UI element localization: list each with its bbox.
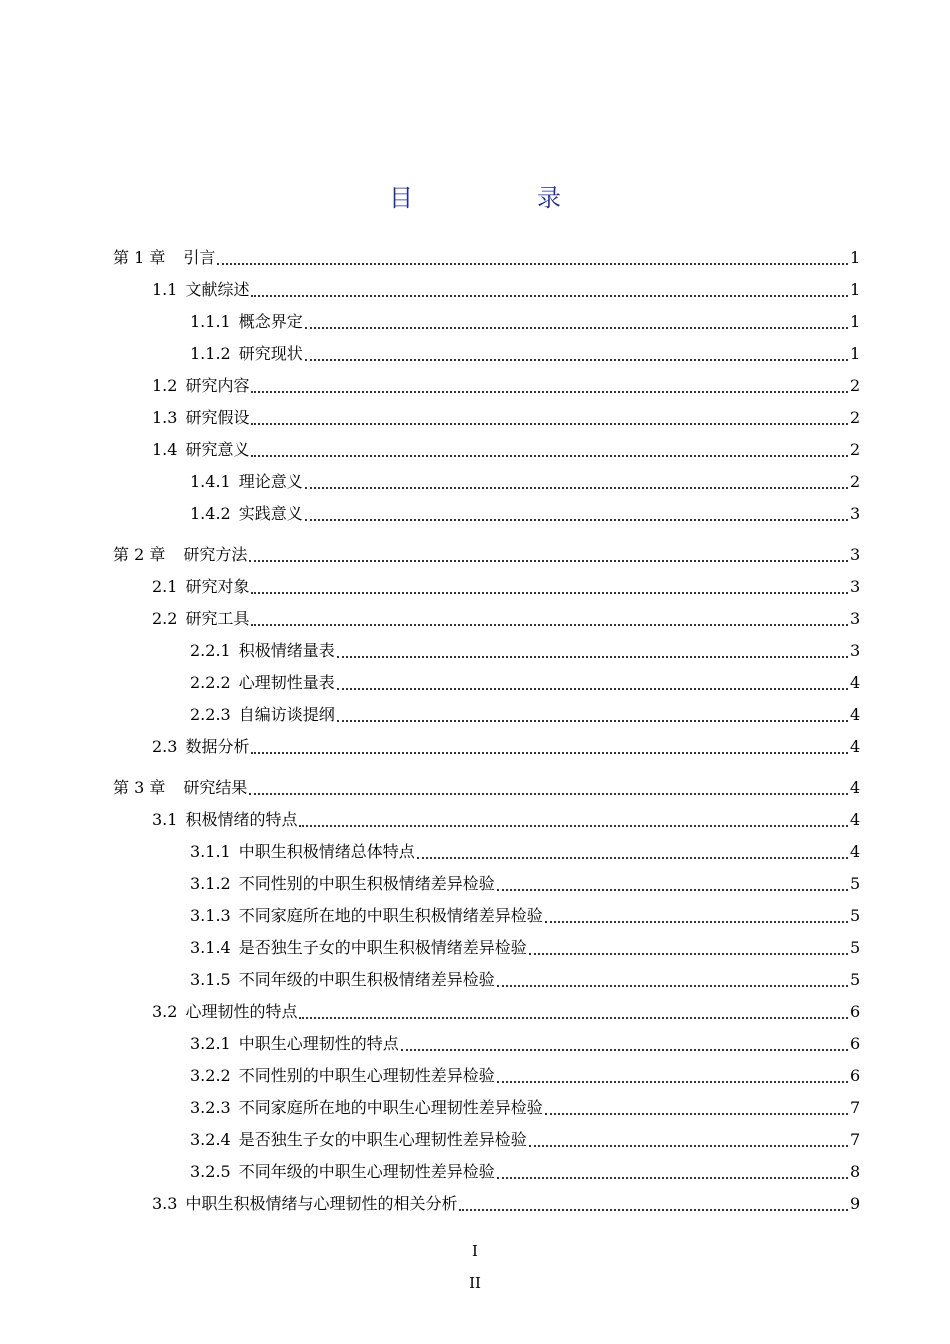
page-number-footer: I [472,1242,478,1260]
toc-entry-number: 3.2.5 [190,1162,231,1181]
toc-entry[interactable] [152,603,860,635]
toc-entry[interactable] [152,804,860,836]
toc-entry-page: 8 [850,1162,861,1181]
toc-leader-dots [497,1059,848,1083]
toc-entry[interactable] [190,667,860,699]
toc-entry-page: 2 [850,376,861,395]
toc-entry-page: 3 [850,641,861,660]
toc-leader-dots [459,1187,848,1211]
toc-leader-dots [337,698,848,722]
toc-entry-label: 心理韧性的特点 [185,1002,298,1021]
page-number-footer-secondary: II [469,1274,481,1292]
toc-leader-dots [251,570,848,594]
toc-entry-number: 3.2.3 [190,1098,231,1117]
toc-entry-number: 3.2 [152,1002,178,1021]
toc-entry[interactable] [190,498,860,530]
toc-entry-number: 3.1.4 [190,938,231,957]
toc-entry[interactable] [190,932,860,964]
toc-entry[interactable] [152,370,860,402]
toc-entry-label: 不同年级的中职生心理韧性差异检验 [238,1162,495,1181]
toc-entry-number: 第 1 章 [113,248,166,267]
toc-entry-page: 5 [850,906,861,925]
toc-entry-number: 1.1.1 [190,312,231,331]
toc-entry[interactable] [152,571,860,603]
toc-entry[interactable] [190,306,860,338]
toc-entry-page: 2 [850,440,861,459]
toc-entry-label: 中职生积极情绪与心理韧性的相关分析 [185,1194,458,1213]
toc-entry-label: 积极情绪的特点 [185,810,298,829]
toc-entry-label: 研究意义 [185,440,250,459]
toc-entry-number: 1.4 [152,440,178,459]
toc-entry-number: 3.2.1 [190,1034,231,1053]
toc-entry-number: 1.2 [152,376,178,395]
toc-entry-page: 4 [850,842,861,861]
toc-entry-page: 6 [850,1002,861,1021]
toc-entry[interactable] [190,1028,860,1060]
toc-entry[interactable] [190,1092,860,1124]
toc-entry-number: 3.1.3 [190,906,231,925]
toc-entry-page: 3 [850,577,861,596]
toc-entry-label: 自编访谈提纲 [238,705,335,724]
toc-leader-dots [251,273,848,297]
toc-entry[interactable] [152,731,860,763]
toc-entry-number: 3.2.2 [190,1066,231,1085]
toc-entry-number: 1.4.1 [190,472,231,491]
toc-leader-dots [251,433,848,457]
toc-leader-dots [299,995,848,1019]
toc-entry-label: 是否独生子女的中职生心理韧性差异检验 [238,1130,527,1149]
toc-entry-label: 文献综述 [185,280,250,299]
toc-entry[interactable] [113,242,860,274]
toc-entry[interactable] [113,772,860,804]
toc-entry[interactable] [190,1156,860,1188]
toc-entry-page: 2 [850,472,861,491]
toc-entry-page: 5 [850,970,861,989]
toc-entry-number: 2.2.1 [190,641,231,660]
toc-entry-label: 数据分析 [185,737,250,756]
toc-entry[interactable] [190,635,860,667]
toc-entry-page: 5 [850,874,861,893]
toc-entry-label: 研究现状 [238,344,303,363]
toc-entry-page: 4 [850,810,861,829]
toc-entry-number: 3.1 [152,810,178,829]
toc-entry-label: 实践意义 [238,504,303,523]
toc-entry-page: 3 [850,545,861,564]
toc-entry-page: 7 [850,1098,861,1117]
toc-entry-label: 引言 [183,248,216,267]
toc-entry[interactable] [190,1124,860,1156]
toc-entry-page: 1 [850,280,861,299]
toc-entry-label: 是否独生子女的中职生积极情绪差异检验 [238,938,527,957]
toc-leader-dots [249,771,848,795]
toc-leader-dots [529,1123,848,1147]
toc-entry[interactable] [152,434,860,466]
toc-entry-page: 3 [850,609,861,628]
toc-leader-dots [305,337,848,361]
toc-entry-label: 研究结果 [183,778,248,797]
toc-entry-label: 研究内容 [185,376,250,395]
toc-leader-dots [545,1091,848,1115]
toc-leader-dots [545,899,848,923]
toc-leader-dots [305,465,848,489]
toc-entry-page: 5 [850,938,861,957]
toc-entry[interactable] [190,964,860,996]
toc-entry-label: 中职生心理韧性的特点 [238,1034,399,1053]
toc-leader-dots [497,1155,848,1179]
toc-entry-page: 3 [850,504,861,523]
toc-entry-page: 4 [850,737,861,756]
toc-entry[interactable] [152,1188,860,1220]
toc-entry-page: 2 [850,408,861,427]
toc-entry-number: 2.3 [152,737,178,756]
toc-entry-page: 1 [850,344,861,363]
toc-entry[interactable] [190,836,860,868]
toc-entry[interactable] [190,699,860,731]
toc-leader-dots [251,602,848,626]
toc-entry-number: 2.2.3 [190,705,231,724]
toc-leader-dots [497,867,848,891]
toc-entry-page: 9 [850,1194,861,1213]
toc-leader-dots [337,634,848,658]
toc-leader-dots [305,305,848,329]
toc-entry-label: 研究工具 [185,609,250,628]
toc-entry-label: 研究对象 [185,577,250,596]
toc-entry-label: 积极情绪量表 [238,641,335,660]
toc-entry-page: 6 [850,1066,861,1085]
toc-leader-dots [401,1027,848,1051]
toc-leader-dots [299,803,848,827]
toc-entry-number: 3.1.1 [190,842,231,861]
toc-entry-number: 2.1 [152,577,178,596]
toc-entry-number: 第 2 章 [113,545,166,564]
toc-entry-label: 不同家庭所在地的中职生积极情绪差异检验 [238,906,543,925]
toc-entry-number: 3.2.4 [190,1130,231,1149]
toc-entry[interactable] [190,338,860,370]
toc-entry-page: 6 [850,1034,861,1053]
toc-entry-label: 不同性别的中职生心理韧性差异检验 [238,1066,495,1085]
toc-leader-dots [251,730,848,754]
toc-entry-page: 1 [850,248,861,267]
toc-entry-label: 研究方法 [183,545,248,564]
toc-entry-number: 2.2 [152,609,178,628]
toc-entry-number: 3.1.5 [190,970,231,989]
toc-leader-dots [305,497,848,521]
toc-leader-dots [249,538,848,562]
toc-entry-number: 3.1.2 [190,874,231,893]
toc-entry[interactable] [152,996,860,1028]
toc-leader-dots [251,369,848,393]
toc-entry[interactable] [152,274,860,306]
toc-entry-page: 7 [850,1130,861,1149]
toc-entry-label: 研究假设 [185,408,250,427]
toc-entry-number: 1.4.2 [190,504,231,523]
toc-leader-dots [217,241,848,265]
toc-leader-dots [337,666,848,690]
toc-entry-number: 第 3 章 [113,778,166,797]
toc-entry[interactable] [152,402,860,434]
toc-entry[interactable] [190,868,860,900]
toc-leader-dots [251,401,848,425]
toc-entry-label: 心理韧性量表 [238,673,335,692]
toc-entry-number: 2.2.2 [190,673,231,692]
toc-leader-dots [529,931,848,955]
toc-entry[interactable] [190,1060,860,1092]
toc-entry[interactable] [190,900,860,932]
toc-entry-label: 概念界定 [238,312,303,331]
toc-entry-label: 理论意义 [238,472,303,491]
toc-entry-number: 1.1 [152,280,178,299]
toc-entry-label: 不同家庭所在地的中职生心理韧性差异检验 [238,1098,543,1117]
toc-entry-page: 4 [850,673,861,692]
toc-entry-page: 1 [850,312,861,331]
toc-entry-number: 1.3 [152,408,178,427]
toc-leader-dots [417,835,848,859]
toc-leader-dots [497,963,848,987]
toc-entry-number: 3.3 [152,1194,178,1213]
toc-entry-label: 不同年级的中职生积极情绪差异检验 [238,970,495,989]
toc-entry-page: 4 [850,705,861,724]
toc-entry[interactable] [190,466,860,498]
toc-entry[interactable] [113,539,860,571]
toc-entry-page: 4 [850,778,861,797]
toc-entry-label: 中职生积极情绪总体特点 [238,842,415,861]
toc-title: 目 录 [389,184,611,212]
toc-entry-label: 不同性别的中职生积极情绪差异检验 [238,874,495,893]
toc-entry-number: 1.1.2 [190,344,231,363]
